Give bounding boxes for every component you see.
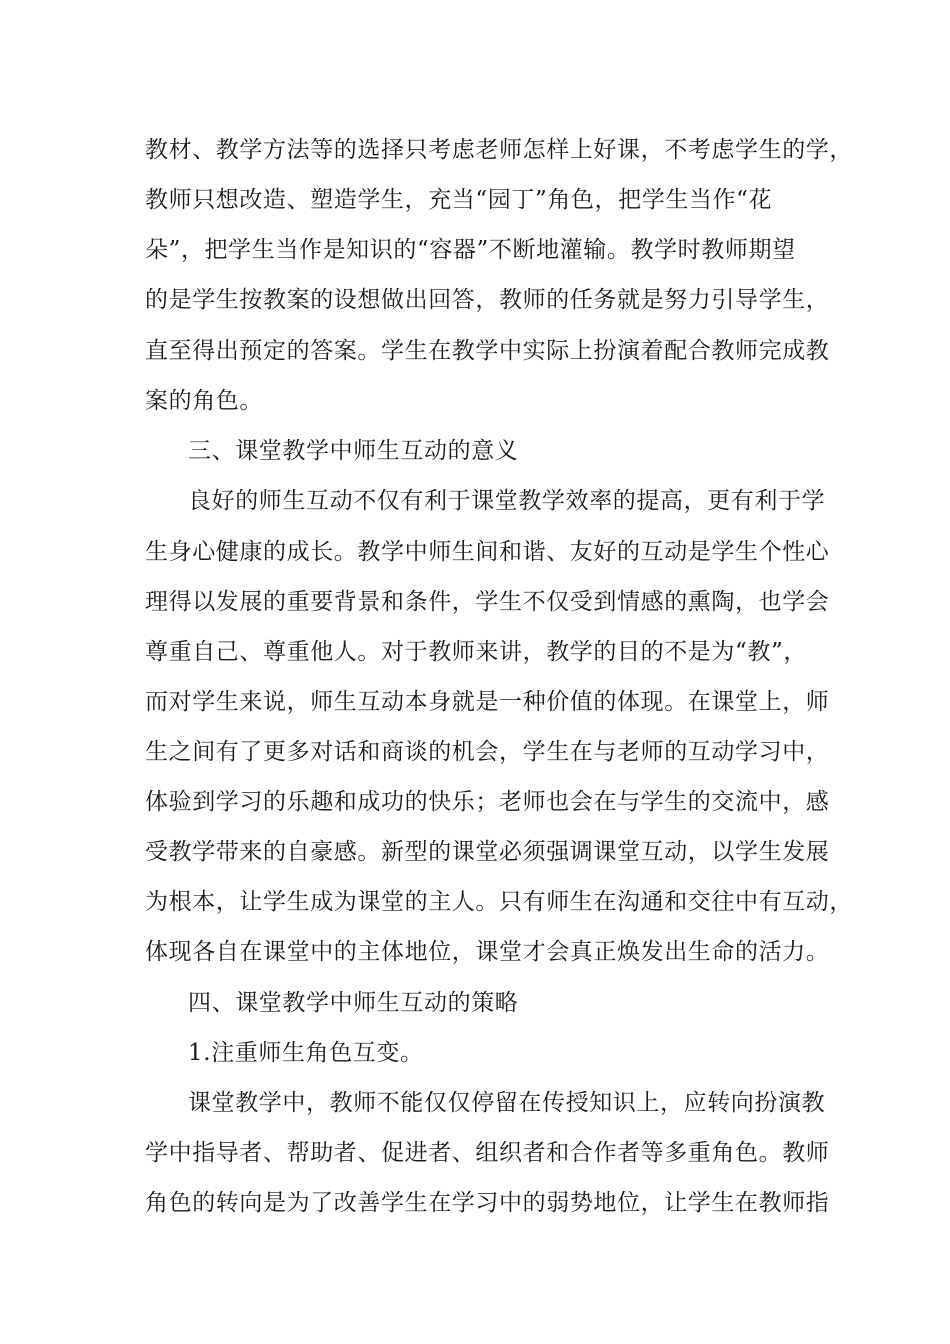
body-text-line: 尊重自己、尊重他人。对于教师来讲，教学的目的不是为“教”， xyxy=(145,639,807,665)
body-text-line: 生身心健康的成长。教学中师生间和谐、友好的互动是学生个性心 xyxy=(145,539,830,565)
body-text-line: 教材、教学方法等的选择只考虑老师怎样上好课，不考虑学生的学， xyxy=(145,137,853,163)
body-text-line: 而对学生来说，师生互动本身就是一种价值的体现。在课堂上，师 xyxy=(145,689,830,715)
body-text-line: 的是学生按教案的设想做出回答，教师的任务就是努力引导学生， xyxy=(145,287,830,313)
body-text-line: 体验到学习的乐趣和成功的快乐；老师也会在与学生的交流中，感 xyxy=(145,789,830,815)
body-text-line: 直至得出预定的答案。学生在教学中实际上扮演着配合教师完成教 xyxy=(145,338,830,364)
body-text-line: 学中指导者、帮助者、促进者、组织者和合作者等多重角色。教师 xyxy=(145,1140,830,1166)
subsection-heading: 1.注重师生角色互变。 xyxy=(188,1040,424,1066)
body-text-line: 生之间有了更多对话和商谈的机会，学生在与老师的互动学习中， xyxy=(145,739,830,765)
body-text-line: 课堂教学中，教师不能仅仅停留在传授知识上，应转向扮演教 xyxy=(188,1090,826,1116)
body-text-line: 案的角色。 xyxy=(145,388,263,414)
body-text-line: 为根本，让学生成为课堂的主人。只有师生在沟通和交往中有互动， xyxy=(145,889,853,915)
body-text-line: 体现各自在课堂中的主体地位，课堂才会真正焕发出生命的活力。 xyxy=(145,939,830,965)
body-text-line: 良好的师生互动不仅有利于课堂教学效率的提高，更有利于学 xyxy=(188,488,826,514)
body-text-line: 教师只想改造、塑造学生，充当“园丁”角色，把学生当作“花 xyxy=(145,187,773,213)
body-text-line: 理得以发展的重要背景和条件，学生不仅受到情感的熏陶，也学会 xyxy=(145,589,830,615)
body-text-line: 受教学带来的自豪感。新型的课堂必须强调课堂互动，以学生发展 xyxy=(145,839,830,865)
section-heading: 四、课堂教学中师生互动的策略 xyxy=(188,990,519,1016)
body-text-line: 角色的转向是为了改善学生在学习中的弱势地位，让学生在教师指 xyxy=(145,1190,830,1216)
body-text-line: 朵”，把学生当作是知识的“容器”不断地灌输。教学时教师期望 xyxy=(145,237,796,263)
section-heading: 三、课堂教学中师生互动的意义 xyxy=(188,438,519,464)
